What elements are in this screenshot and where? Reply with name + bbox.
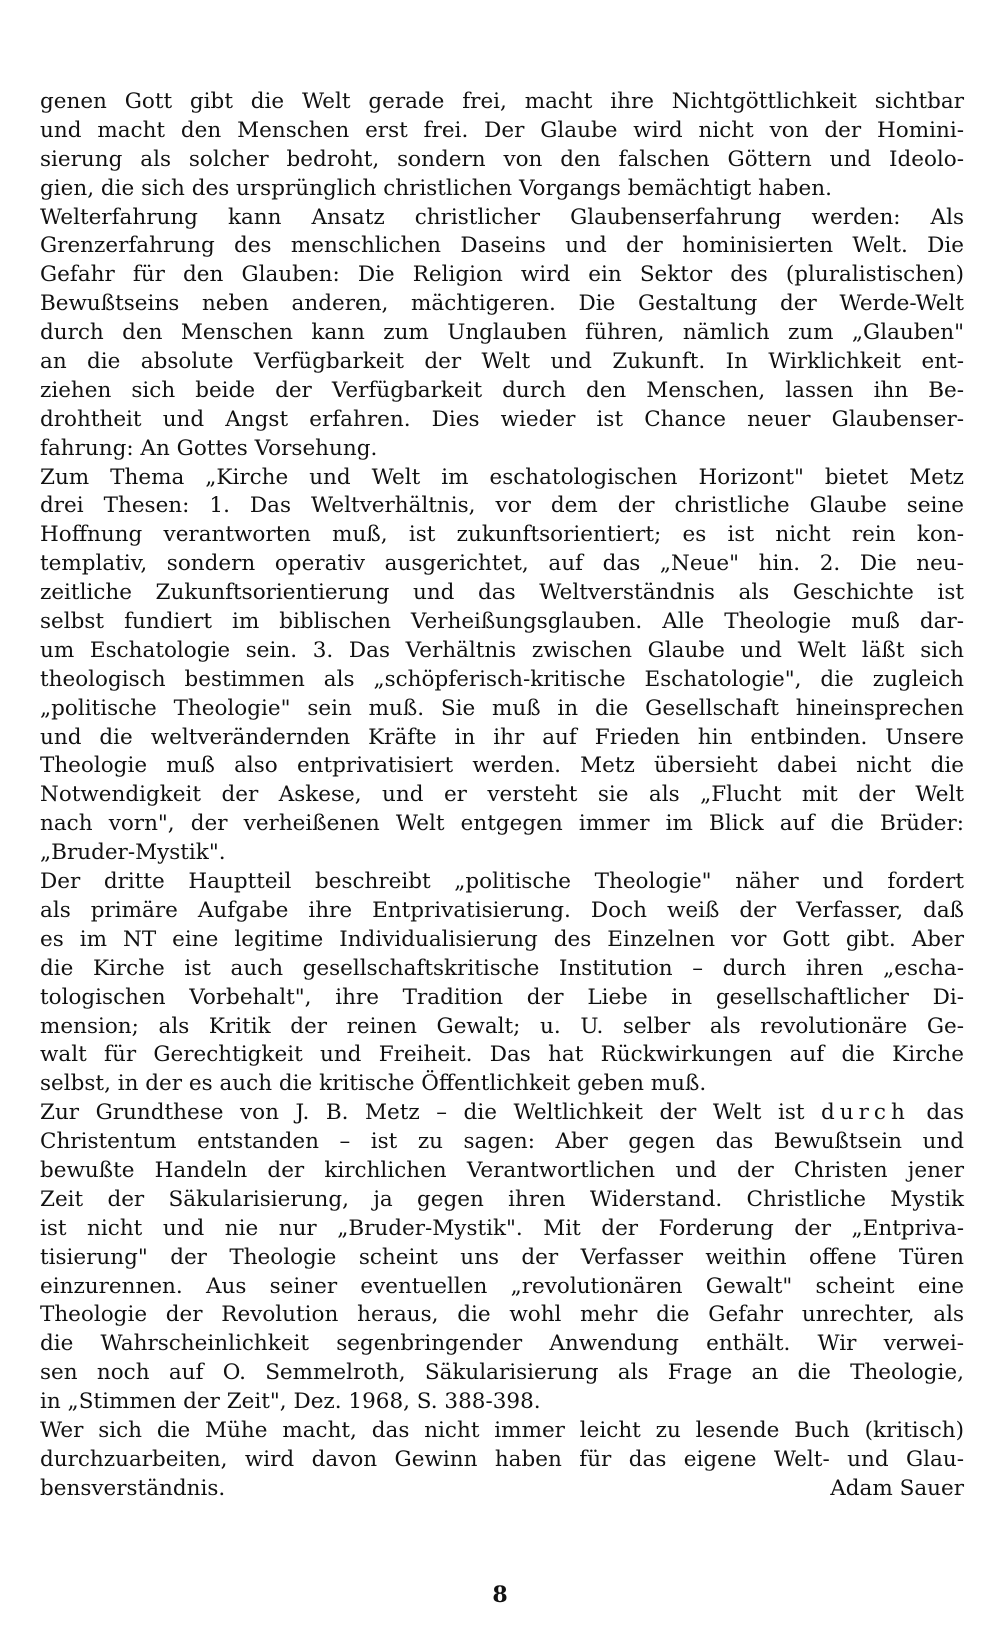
paragraph-4 [40, 868, 964, 1099]
text-line: Der dritte Hauptteil beschreibt „politische Theologie" näher und fordert [40, 869, 964, 895]
text-line: die Wahrscheinlichkeit segenbringender Anwendung enthält. Wir verwei- [40, 1331, 964, 1357]
text-line: Wer sich die Mühe macht, das nicht immer leicht zu lesende Buch (kritisch) [40, 1417, 964, 1443]
text-line: in „Stimmen der Zeit", Dez. 1968, S. 388-398. [40, 1389, 541, 1415]
page-number: 8 [492, 1582, 508, 1608]
closing-line [40, 1475, 964, 1504]
text-line [40, 1099, 964, 1128]
text-line: Christentum entstanden – ist zu sagen: Aber gegen das Bewußtsein und [40, 1129, 964, 1155]
text-line: Zum Thema „Kirche und Welt im eschatologischen Horizont" bietet Metz [40, 464, 964, 490]
text-line: templativ, sondern operativ ausgerichtet, auf das „Neue" hin. 2. Die neu- [40, 551, 964, 577]
text-segment: Zur Grundthese von J. B. Metz – die Weltlichkeit der Welt ist [40, 1100, 822, 1126]
text-line: sen noch auf O. Semmelroth, Säkularisierung als Frage an die Theologie, [40, 1360, 964, 1386]
text-line: Grenzerfahrung des menschlichen Daseins und der hominisierten Welt. Die [40, 233, 964, 259]
text-line: bewußte Handeln der kirchlichen Verantwortlichen und der Christen jener [40, 1157, 964, 1183]
text-line: sierung als solcher bedroht, sondern von den falschen Göttern und Ideolo- [40, 146, 964, 172]
text-line: Hoffnung verantworten muß, ist zukunftsorientiert; es ist nicht rein kon- [40, 522, 964, 548]
text-line: „politische Theologie" sein muß. Sie muß in die Gesellschaft hineinsprechen [40, 695, 964, 721]
text-line: selbst fundiert im biblischen Verheißungsglauben. Alle Theologie muß dar- [40, 609, 964, 635]
paragraph-5 [40, 1099, 964, 1417]
author-signature: Adam Sauer [830, 1475, 964, 1501]
text-line: Notwendigkeit der Askese, und er versteht sie als „Flucht mit der Welt [40, 782, 964, 808]
text-line: genen Gott gibt die Welt gerade frei, macht ihre Nichtgöttlichkeit sichtbar [40, 89, 964, 114]
review-text [40, 88, 964, 1504]
text-line: Theologie der Revolution heraus, die wohl mehr die Gefahr unrechter, als [40, 1302, 964, 1328]
text-line: es im NT eine legitime Individualisierung des Einzelnen vor Gott gibt. Aber [40, 926, 964, 952]
emphasized-word: durch [821, 1100, 910, 1126]
text-line: gien, die sich des ursprünglich christlichen Vorgangs bemächtigt haben. [40, 175, 832, 201]
text-line: selbst, in der es auch die kritische Öffentlichkeit geben muß. [40, 1071, 707, 1097]
text-line: fahrung: An Gottes Vorsehung. [40, 435, 378, 461]
text-line: die Kirche ist auch gesellschaftskritische Institution – durch ihren „escha- [40, 955, 964, 981]
text-line: Zeit der Säkularisierung, ja gegen ihren Widerstand. Christliche Mystik [40, 1186, 964, 1212]
text-line: tologischen Vorbehalt", ihre Tradition der Liebe in gesellschaftlicher Di- [40, 984, 964, 1010]
text-line: ist nicht und nie nur „Bruder-Mystik". Mit der Forderung der „Entpriva- [40, 1215, 964, 1241]
text-line: walt für Gerechtigkeit und Freiheit. Das hat Rückwirkungen auf die Kirche [40, 1042, 964, 1068]
text-line: Welterfahrung kann Ansatz christlicher Glaubenserfahrung werden: Als [40, 204, 964, 230]
text-line: theologisch bestimmen als „schöpferisch-kritische Eschatologie", die zugleich [40, 666, 964, 692]
text-line: als primäre Aufgabe ihre Entprivatisierung. Doch weiß der Verfasser, daß [40, 897, 964, 923]
text-line: und die weltverändernden Kräfte in ihr auf Frieden hin entbinden. Unsere [40, 724, 964, 750]
text-line: mension; als Kritik der reinen Gewalt; u. U. selber als revolutionäre Ge- [40, 1013, 964, 1039]
text-line: Theologie muß also entprivatisiert werden. Metz übersieht dabei nicht die [40, 753, 964, 779]
text-line: drei Thesen: 1. Das Weltverhältnis, vor dem der christliche Glaube seine [40, 493, 964, 519]
text-line: durchzuarbeiten, wird davon Gewinn haben für das eigene Welt- und Glau- [40, 1446, 964, 1472]
text-line: zeitliche Zukunftsorientierung und das Weltverständnis als Geschichte ist [40, 580, 964, 606]
text-line: nach vorn", der verheißenen Welt entgegen immer im Blick auf die Brüder: [40, 811, 964, 837]
text-line: um Eschatologie sein. 3. Das Verhältnis zwischen Glaube und Welt läßt sich [40, 637, 964, 663]
paragraph-3 [40, 464, 964, 868]
text-line: tisierung" der Theologie scheint uns der Verfasser weithin offene Türen [40, 1244, 964, 1270]
text-line: Gefahr für den Glauben: Die Religion wird ein Sektor des (pluralistischen) [40, 262, 964, 288]
paragraph-6 [40, 1417, 964, 1504]
text-line: und macht den Menschen erst frei. Der Glaube wird nicht von der Homini- [40, 117, 964, 143]
paragraph-2 [40, 204, 964, 464]
text-line: Bewußtseins neben anderen, mächtigeren. Die Gestaltung der Werde-Welt [40, 291, 964, 317]
text-line: einzurennen. Aus seiner eventuellen „revolutionären Gewalt" scheint eine [40, 1273, 964, 1299]
text-line: ziehen sich beide der Verfügbarkeit durch den Menschen, lassen ihn Be- [40, 377, 964, 403]
text-line: an die absolute Verfügbarkeit der Welt und Zukunft. In Wirklichkeit ent- [40, 349, 964, 375]
text-line: drohtheit und Angst erfahren. Dies wieder ist Chance neuer Glaubenser- [40, 406, 964, 432]
closing-text: bensverständnis. [40, 1475, 226, 1501]
text-line: „Bruder-Mystik". [40, 840, 226, 866]
text-line: durch den Menschen kann zum Unglauben führen, nämlich zum „Glauben" [40, 320, 964, 346]
paragraph-1 [40, 88, 964, 204]
text-segment: das [909, 1100, 964, 1126]
